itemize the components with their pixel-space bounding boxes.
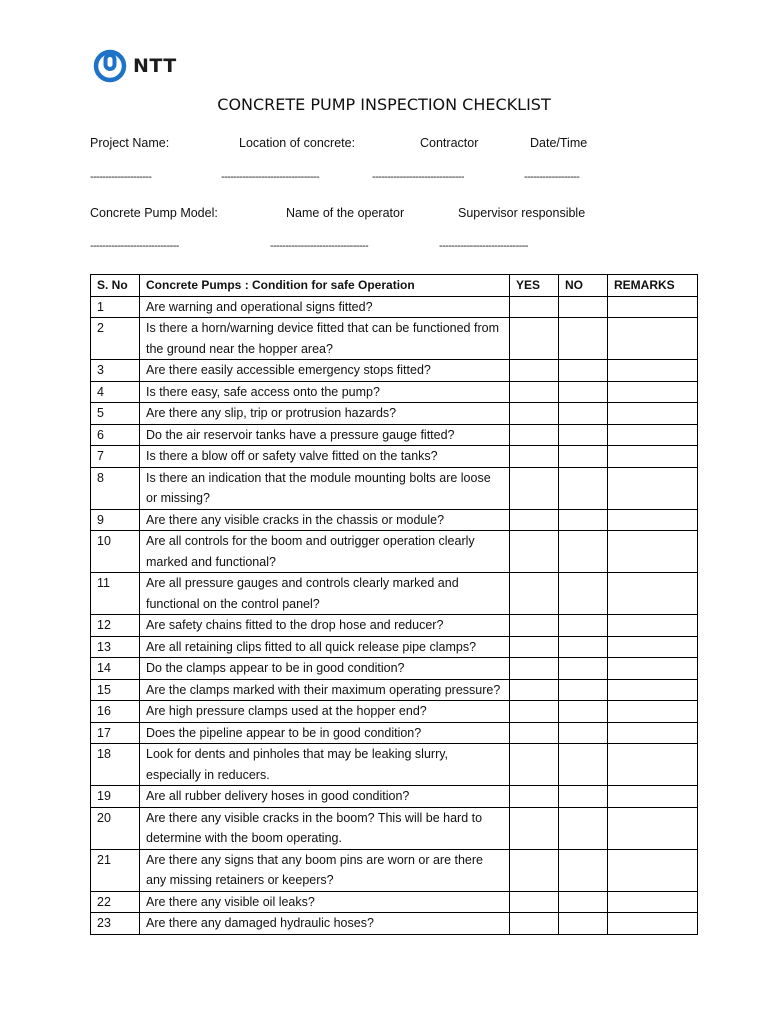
remarks-cell[interactable]: [608, 467, 698, 509]
table-row: [91, 467, 698, 509]
ntt-logo-icon: [93, 49, 127, 83]
table-row: [91, 891, 698, 913]
remarks-cell[interactable]: [608, 679, 698, 701]
header-condition: Concrete Pumps : Condition for safe Operation: [140, 275, 510, 297]
row-number: 8: [91, 467, 140, 509]
row-condition: Are all controls for the boom and outrigger operation clearly marked and functional?: [140, 531, 510, 573]
row-condition: Are there easily accessible emergency stops fitted?: [140, 360, 510, 382]
no-cell[interactable]: [559, 786, 608, 808]
no-cell[interactable]: [559, 701, 608, 723]
row-condition: Is there easy, safe access onto the pump?: [140, 381, 510, 403]
no-cell[interactable]: [559, 679, 608, 701]
header-no: NO: [559, 275, 608, 297]
row-number: 13: [91, 636, 140, 658]
row-number: 3: [91, 360, 140, 382]
yes-cell[interactable]: [510, 573, 559, 615]
row-condition: Are there any slip, trip or protrusion hazards?: [140, 403, 510, 425]
remarks-cell[interactable]: [608, 573, 698, 615]
table-row: [91, 531, 698, 573]
row-condition: Are all pressure gauges and controls clearly marked and functional on the control panel?: [140, 573, 510, 615]
remarks-cell[interactable]: [608, 615, 698, 637]
yes-cell[interactable]: [510, 786, 559, 808]
yes-cell[interactable]: [510, 531, 559, 573]
location-blank: --------------------------------: [221, 171, 320, 183]
no-cell[interactable]: [559, 424, 608, 446]
table-row: [91, 573, 698, 615]
row-number: 6: [91, 424, 140, 446]
row-condition: Are all retaining clips fitted to all quick release pipe clamps?: [140, 636, 510, 658]
row-condition: Is there a blow off or safety valve fitted on the tanks?: [140, 446, 510, 468]
yes-cell[interactable]: [510, 296, 559, 318]
row-condition: Are the clamps marked with their maximum operating pressure?: [140, 679, 510, 701]
table-row: [91, 446, 698, 468]
table-row: [91, 744, 698, 786]
supervisor-blank: -----------------------------: [439, 240, 528, 252]
header-yes: YES: [510, 275, 559, 297]
no-cell[interactable]: [559, 403, 608, 425]
row-number: 14: [91, 658, 140, 680]
row-number: 20: [91, 807, 140, 849]
ntt-logo: [93, 49, 177, 83]
inspection-checklist-table: [90, 274, 698, 935]
row-number: 2: [91, 318, 140, 360]
contractor-blank: ------------------------------: [372, 171, 464, 183]
row-condition: Are there any visible cracks in the chassis or module?: [140, 509, 510, 531]
no-cell[interactable]: [559, 296, 608, 318]
table-row: [91, 318, 698, 360]
yes-cell[interactable]: [510, 403, 559, 425]
remarks-cell[interactable]: [608, 446, 698, 468]
row-condition: Are all rubber delivery hoses in good condition?: [140, 786, 510, 808]
yes-cell[interactable]: [510, 381, 559, 403]
remarks-cell[interactable]: [608, 891, 698, 913]
row-condition: Are there any visible cracks in the boom? This will be hard to determine with the boom operating.: [140, 807, 510, 849]
no-cell[interactable]: [559, 722, 608, 744]
brand-name: NTT: [133, 55, 177, 77]
remarks-cell[interactable]: [608, 744, 698, 786]
location-label: Location of concrete:: [239, 136, 356, 150]
row-number: 21: [91, 849, 140, 891]
table-row: [91, 381, 698, 403]
row-number: 17: [91, 722, 140, 744]
yes-cell[interactable]: [510, 360, 559, 382]
remarks-cell[interactable]: [608, 318, 698, 360]
row-number: 7: [91, 446, 140, 468]
yes-cell[interactable]: [510, 849, 559, 891]
date-time-label: Date/Time: [530, 136, 588, 150]
table-row: [91, 786, 698, 808]
row-number: 18: [91, 744, 140, 786]
row-condition: Are high pressure clamps used at the hopper end?: [140, 701, 510, 723]
no-cell[interactable]: [559, 807, 608, 849]
no-cell[interactable]: [559, 636, 608, 658]
yes-cell[interactable]: [510, 722, 559, 744]
row-number: 15: [91, 679, 140, 701]
no-cell[interactable]: [559, 509, 608, 531]
no-cell[interactable]: [559, 849, 608, 891]
table-row: [91, 360, 698, 382]
remarks-cell[interactable]: [608, 381, 698, 403]
remarks-cell[interactable]: [608, 509, 698, 531]
operator-blank: --------------------------------: [270, 240, 369, 252]
remarks-cell[interactable]: [608, 786, 698, 808]
table-row: [91, 424, 698, 446]
table-row: [91, 679, 698, 701]
row-condition: Look for dents and pinholes that may be leaking slurry, especially in reducers.: [140, 744, 510, 786]
yes-cell[interactable]: [510, 744, 559, 786]
yes-cell[interactable]: [510, 446, 559, 468]
yes-cell[interactable]: [510, 807, 559, 849]
yes-cell[interactable]: [510, 509, 559, 531]
yes-cell[interactable]: [510, 701, 559, 723]
row-number: 1: [91, 296, 140, 318]
no-cell[interactable]: [559, 446, 608, 468]
yes-cell[interactable]: [510, 467, 559, 509]
remarks-cell[interactable]: [608, 658, 698, 680]
row-condition: Is there an indication that the module mounting bolts are loose or missing?: [140, 467, 510, 509]
table-row: [91, 722, 698, 744]
table-row: [91, 849, 698, 891]
remarks-cell[interactable]: [608, 849, 698, 891]
row-number: 4: [91, 381, 140, 403]
row-condition: Are warning and operational signs fitted?: [140, 296, 510, 318]
table-row: [91, 701, 698, 723]
remarks-cell[interactable]: [608, 531, 698, 573]
yes-cell[interactable]: [510, 658, 559, 680]
row-condition: Are there any visible oil leaks?: [140, 891, 510, 913]
page-title: CONCRETE PUMP INSPECTION CHECKLIST: [217, 95, 551, 114]
contractor-label: Contractor: [420, 136, 479, 150]
remarks-cell[interactable]: [608, 360, 698, 382]
operator-label: Name of the operator: [286, 206, 405, 220]
row-number: 10: [91, 531, 140, 573]
remarks-cell[interactable]: [608, 296, 698, 318]
header-sno: S. No: [91, 275, 140, 297]
row-number: 19: [91, 786, 140, 808]
yes-cell[interactable]: [510, 615, 559, 637]
supervisor-label: Supervisor responsible: [458, 206, 586, 220]
row-number: 12: [91, 615, 140, 637]
no-cell[interactable]: [559, 913, 608, 935]
table-row: [91, 658, 698, 680]
remarks-cell[interactable]: [608, 701, 698, 723]
no-cell[interactable]: [559, 531, 608, 573]
table-row: [91, 403, 698, 425]
row-number: 5: [91, 403, 140, 425]
table-row: [91, 807, 698, 849]
remarks-cell[interactable]: [608, 807, 698, 849]
remarks-cell[interactable]: [608, 722, 698, 744]
row-condition: Are there any damaged hydraulic hoses?: [140, 913, 510, 935]
no-cell[interactable]: [559, 891, 608, 913]
remarks-cell[interactable]: [608, 913, 698, 935]
row-number: 23: [91, 913, 140, 935]
header-remarks: REMARKS: [608, 275, 698, 297]
yes-cell[interactable]: [510, 913, 559, 935]
no-cell[interactable]: [559, 744, 608, 786]
no-cell[interactable]: [559, 615, 608, 637]
table-row: [91, 913, 698, 935]
no-cell[interactable]: [559, 381, 608, 403]
no-cell[interactable]: [559, 360, 608, 382]
yes-cell[interactable]: [510, 424, 559, 446]
row-number: 22: [91, 891, 140, 913]
project-name-blank: --------------------: [90, 171, 152, 183]
table-row: [91, 296, 698, 318]
row-condition: Do the clamps appear to be in good condition?: [140, 658, 510, 680]
row-condition: Do the air reservoir tanks have a pressure gauge fitted?: [140, 424, 510, 446]
date-time-blank: ------------------: [524, 171, 580, 183]
pump-model-label: Concrete Pump Model:: [90, 206, 218, 220]
no-cell[interactable]: [559, 318, 608, 360]
no-cell[interactable]: [559, 467, 608, 509]
table-row: [91, 615, 698, 637]
row-number: 16: [91, 701, 140, 723]
table-header-row: [91, 275, 698, 297]
no-cell[interactable]: [559, 573, 608, 615]
remarks-cell[interactable]: [608, 636, 698, 658]
pump-model-blank: -----------------------------: [90, 240, 179, 252]
row-condition: Does the pipeline appear to be in good condition?: [140, 722, 510, 744]
table-row: [91, 509, 698, 531]
row-number: 9: [91, 509, 140, 531]
yes-cell[interactable]: [510, 679, 559, 701]
remarks-cell[interactable]: [608, 403, 698, 425]
yes-cell[interactable]: [510, 318, 559, 360]
row-condition: Are there any signs that any boom pins are worn or are there any missing retainers or keepers?: [140, 849, 510, 891]
remarks-cell[interactable]: [608, 424, 698, 446]
project-name-label: Project Name:: [90, 136, 170, 150]
row-number: 11: [91, 573, 140, 615]
table-row: [91, 636, 698, 658]
row-condition: Are safety chains fitted to the drop hose and reducer?: [140, 615, 510, 637]
yes-cell[interactable]: [510, 636, 559, 658]
yes-cell[interactable]: [510, 891, 559, 913]
row-condition: Is there a horn/warning device fitted that can be functioned from the ground near the hopper area?: [140, 318, 510, 360]
no-cell[interactable]: [559, 658, 608, 680]
